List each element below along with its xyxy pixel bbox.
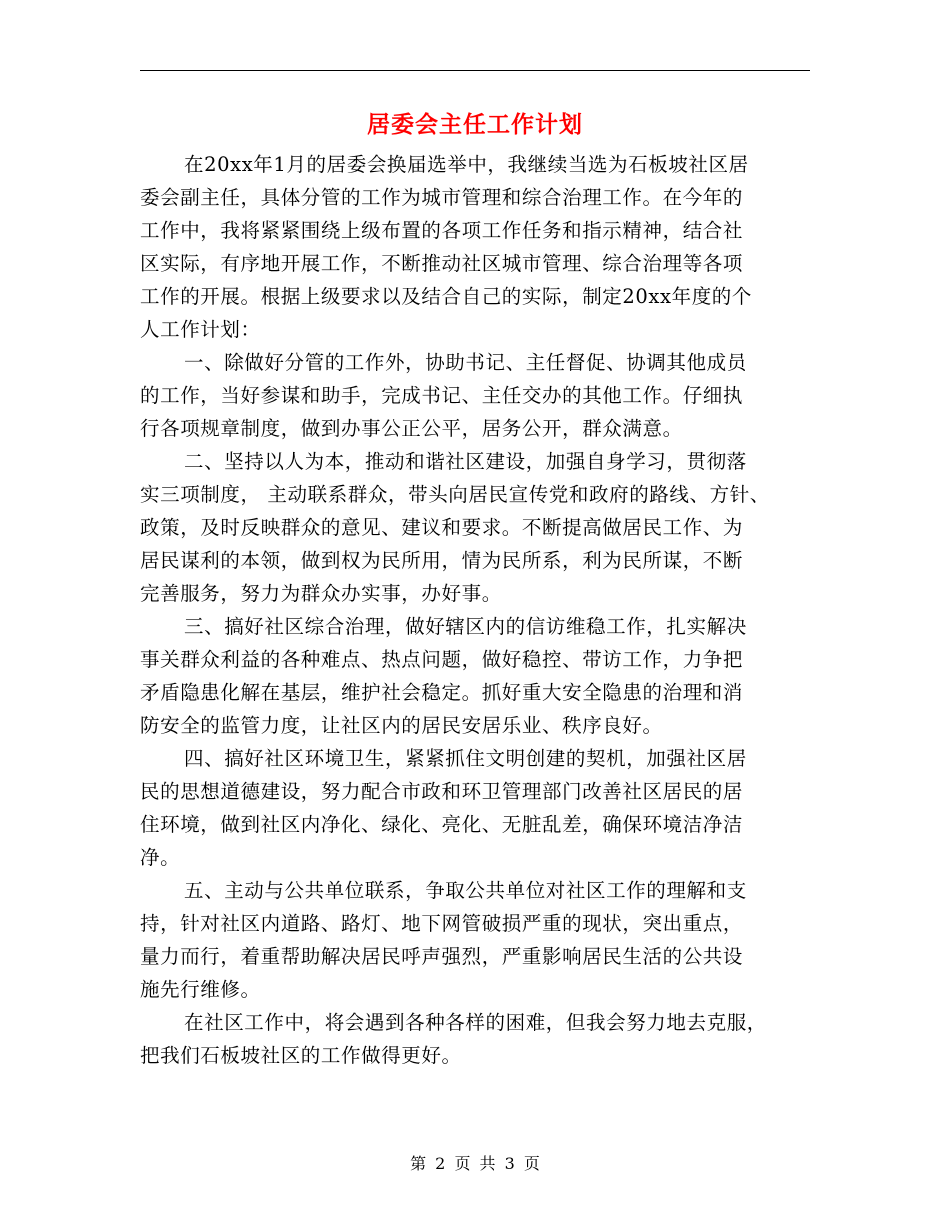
text-line: 施先行维修。 <box>140 978 261 1001</box>
text-line: 委会副主任，具体分管的工作为城市管理和综合治理工作。在今年的 <box>140 186 744 209</box>
text-line: 事关群众利益的各种难点、热点问题，做好稳控、带访工作，力争把 <box>140 648 744 671</box>
text-line: 把我们石板坡社区的工作做得更好。 <box>140 1044 462 1067</box>
text-line: 的工作，当好参谋和助手，完成书记、主任交办的其他工作。仔细执 <box>140 384 744 407</box>
text-line: 在社区工作中，将会遇到各种各样的困难，但我会努力地去克服， <box>184 1011 767 1034</box>
text-line: 工作的开展。根据上级要求以及结合自己的实际，制定20xx年度的个 <box>140 285 753 308</box>
text-line: 净。 <box>140 846 181 869</box>
text-line: 量力而行，着重帮助解决居民呼声强烈，严重影响居民生活的公共设 <box>140 945 744 968</box>
text-line: 一、除做好分管的工作外，协助书记、主任督促、协调其他成员 <box>184 351 747 374</box>
text-line: 矛盾隐患化解在基层，维护社会稳定。抓好重大安全隐患的治理和消 <box>140 681 744 704</box>
text-line: 实三项制度， 主动联系群众，带头向居民宣传党和政府的路线、方针、 <box>140 483 770 506</box>
text-line: 民的思想道德建设，努力配合市政和环卫管理部门改善社区居民的居 <box>140 780 744 803</box>
text-line: 五、主动与公共单位联系，争取公共单位对社区工作的理解和支 <box>184 879 747 902</box>
text-line: 区实际，有序地开展工作，不断推动社区城市管理、综合治理等各项 <box>140 252 744 275</box>
text-line: 三、搞好社区综合治理，做好辖区内的信访维稳工作，扎实解决 <box>184 615 747 638</box>
text-line: 人工作计划： <box>140 318 261 341</box>
text-line: 四、搞好社区环境卫生，紧紧抓住文明创建的契机，加强社区居 <box>184 747 747 770</box>
text-line: 防安全的监管力度，让社区内的居民安居乐业、秩序良好。 <box>140 714 663 737</box>
header-rule <box>140 70 810 71</box>
text-line: 工作中，我将紧紧围绕上级布置的各项工作任务和指示精神，结合社 <box>140 219 744 242</box>
text-line: 行各项规章制度，做到办事公正公平，居务公开，群众满意。 <box>140 417 683 440</box>
text-line: 住环境，做到社区内净化、绿化、亮化、无脏乱差，确保环境洁净洁 <box>140 813 744 836</box>
text-line: 二、坚持以人为本，推动和谐社区建设，加强自身学习，贯彻落 <box>184 450 747 473</box>
text-line: 居民谋利的本领，做到权为民所用，情为民所系，利为民所谋，不断 <box>140 549 744 572</box>
paragraph-item-3 <box>140 610 810 742</box>
paragraph-item-5 <box>140 874 810 1006</box>
paragraph-item-4 <box>140 742 810 874</box>
paragraph-closing <box>140 1006 810 1072</box>
text-line: 持，针对社区内道路、路灯、地下网管破损严重的现状，突出重点， <box>140 912 744 935</box>
document-body <box>140 148 810 1072</box>
paragraph-intro <box>140 148 810 346</box>
text-line: 政策，及时反映群众的意见、建议和要求。不断提高做居民工作、为 <box>140 516 744 539</box>
document-title: 居委会主任工作计划 <box>367 111 583 138</box>
paragraph-item-2 <box>140 445 810 610</box>
text-line: 完善服务，努力为群众办实事，办好事。 <box>140 582 502 605</box>
paragraph-item-1 <box>140 346 810 445</box>
text-line: 在20xx年1月的居委会换届选举中，我继续当选为石板坡社区居 <box>184 153 749 176</box>
page-number: 第 2 页 共 3 页 <box>410 1154 540 1173</box>
